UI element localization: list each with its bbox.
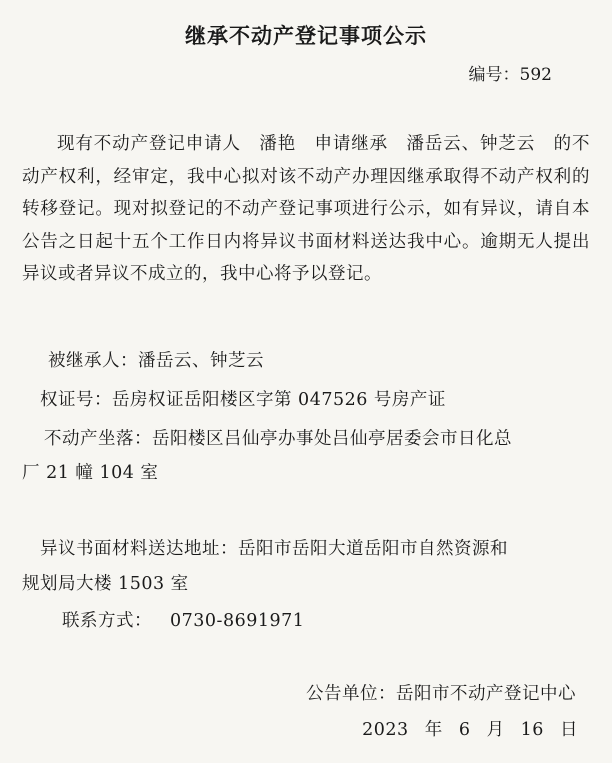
date-year: 2023 [362,720,409,740]
notice-paragraph: 现有不动产登记申请人 潘艳 申请继承 潘岳云、钟芝云 的不动产权利，经审定，我中心拟对该不动产办理因继承取得不动产权利的转移登记。现对拟登记的不动产登记事项进行公示，如有异议，请自本公告之日起十五个工作日内将异议书面材料送达我中心。逾期无人提出异议或者异议不成立的，我中心将予以登记。 [22,134,590,284]
issuer-line [306,680,576,705]
objection-address-value-2: 规划局大楼 1503 室 [22,574,189,594]
location-line-1 [44,425,512,450]
objection-address-label: 异议书面材料送达地址： [40,539,238,559]
location-label: 不动产坐落： [44,429,152,449]
date-month-unit: 月 [486,720,505,740]
document-number: 编号：592 [468,65,552,85]
date-year-unit: 年 [424,720,443,740]
decedent-label: 被继承人： [48,351,138,371]
certificate-label: 权证号： [40,390,112,410]
decedent-value: 潘岳云、钟芝云 [138,351,264,371]
issue-date [362,716,578,741]
contact-line [62,607,304,632]
notice-body [22,128,590,291]
date-month: 6 [458,720,471,740]
objection-address-line-1 [40,535,508,560]
issuer-label: 公告单位： [306,684,396,704]
certificate-line [40,386,446,411]
issuer-name: 岳阳市不动产登记中心 [396,684,576,704]
location-value-2: 厂 21 幢 104 室 [22,463,159,483]
page-title: 继承不动产登记事项公示 [185,24,427,48]
contact-phone: 0730-8691971 [170,611,305,631]
objection-address-value-1: 岳阳市岳阳大道岳阳市自然资源和 [238,539,508,559]
certificate-value: 岳房权证岳阳楼区字第 047526 号房产证 [112,390,446,410]
location-value-1: 岳阳楼区吕仙亭办事处吕仙亭居委会市日化总 [152,429,512,449]
decedent-line [48,347,264,372]
date-day: 16 [520,720,544,740]
location-line-2 [22,459,158,484]
date-day-unit: 日 [560,720,578,740]
objection-address-line-2 [22,570,189,595]
contact-label: 联系方式： [62,611,152,631]
